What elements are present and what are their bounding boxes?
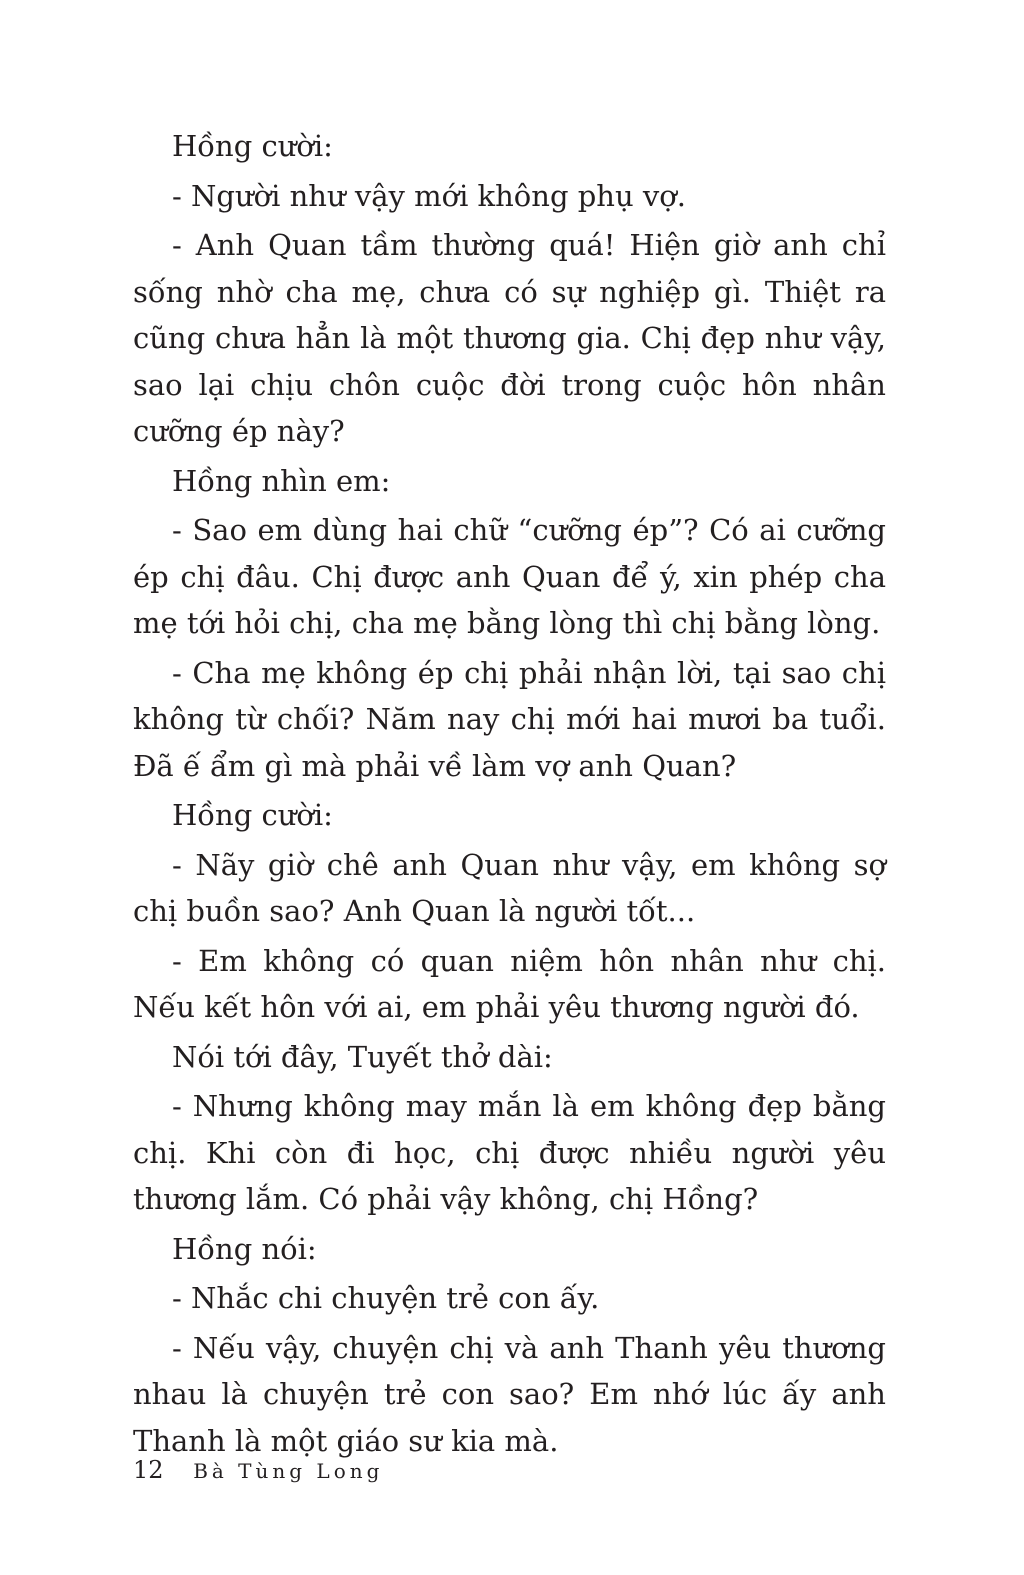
paragraph: - Người như vậy mới không phụ vợ. (172, 178, 686, 213)
running-head-author: Bà Tùng Long (193, 1459, 384, 1483)
paragraph: Hồng cười: (172, 798, 333, 832)
paragraph: - Nếu vậy, chuyện chị và anh Thanh yêu thương nhau là chuyện trẻ con sao? Em nhớ lúc ấy anh Thanh là một giáo sư kia mà. (133, 1330, 886, 1458)
page-footer (133, 1450, 383, 1490)
paragraph: Nói tới đây, Tuyết thở dài: (172, 1039, 553, 1074)
paragraph: - Em không có quan niệm hôn nhân như chị. Nếu kết hôn với ai, em phải yêu thương người đó. (133, 943, 886, 1024)
paragraph: - Anh Quan tầm thường quá! Hiện giờ anh chỉ sống nhờ cha mẹ, chưa có sự nghiệp gì. Thiệt ra cũng chưa hẳn là một thương gia. Chị đẹp như vậy, sao lại chịu chôn cuộc đời trong cuộc hôn nhân cưỡng ép này? (133, 228, 886, 448)
paragraph: - Nãy giờ chê anh Quan như vậy, em không sợ chị buồn sao? Anh Quan là người tốt... (133, 847, 886, 928)
paragraph: Hồng nói: (172, 1231, 317, 1266)
body-text (133, 123, 886, 1467)
paragraph: Hồng cười: (172, 129, 333, 163)
paragraph: - Sao em dùng hai chữ “cưỡng ép”? Có ai cưỡng ép chị đâu. Chị được anh Quan để ý, xin phép cha mẹ tới hỏi chị, cha mẹ bằng lòng thì chị bằng lòng. (133, 513, 886, 640)
paragraph: - Nhưng không may mắn là em không đẹp bằng chị. Khi còn đi học, chị được nhiều người yêu thương lắm. Có phải vậy không, chị Hồng? (133, 1089, 886, 1216)
paragraph: - Nhắc chi chuyện trẻ con ấy. (172, 1281, 600, 1315)
page-number: 12 (133, 1456, 164, 1484)
paragraph: Hồng nhìn em: (172, 463, 391, 498)
paragraph: - Cha mẹ không ép chị phải nhận lời, tại sao chị không từ chối? Năm nay chị mới hai mươi ba tuổi. Đã ế ẩm gì mà phải về làm vợ anh Quan? (133, 655, 886, 783)
